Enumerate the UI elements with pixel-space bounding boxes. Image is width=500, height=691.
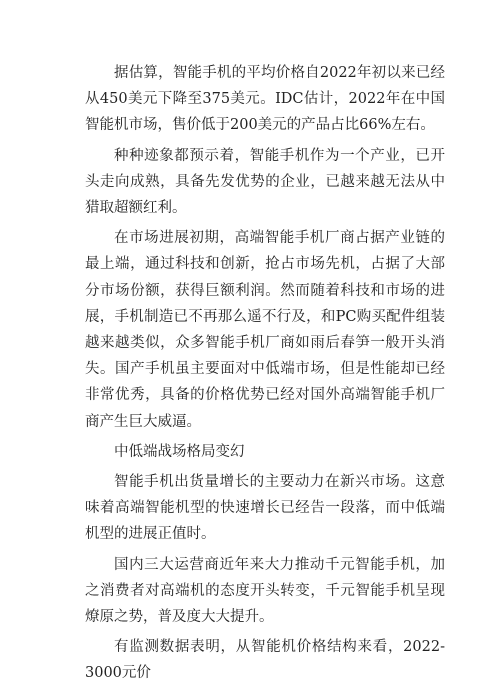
paragraph-market-development: 在市场进展初期，高端智能手机厂商占据产业链的最上端，通过科技和创新，抢占市场先机，占据了大部分市场份额，获得巨额利润。然而随着科技和市场的进展，手机制造已不再那么遥不行及，和PC购买配件组装越来越类似，众多智能手机厂商如雨后春笋一般开头消失。国产手机虽主要面对中低端市场，但是性能却已经非常优秀，具备的价格优势已经对国外高端智能手机厂商产生巨大威逼。 <box>85 230 445 430</box>
paragraph-price-estimate: 据估算，智能手机的平均价格自2022年初以来已经从450美元下降至375美元。IDC估计，2022年在中国智能机市场，售价低于200美元的产品占比66%左右。 <box>85 65 445 134</box>
paragraph-operators: 国内三大运营商近年来大力推动千元智能手机，加之消费者对高端机的态度开头转变，千元智能手机呈现燎原之势，普及度大大提升。 <box>85 556 445 626</box>
paragraph-emerging-markets: 智能手机出货量增长的主要动力在新兴市场。这意味着高端智能机型的快速增长已经告一段落，而中低端机型的进展正值时。 <box>85 474 445 543</box>
paragraph-industry-maturity: 种种迹象都预示着，智能手机作为一个产业，已开头走向成熟，具备先发优势的企业，已越来越无法从中猎取超额红利。 <box>85 147 445 217</box>
document-body <box>85 60 445 691</box>
paragraph-monitoring-data: 有监测数据表明，从智能机价格结构来看，2022-3000元价 <box>85 639 445 682</box>
section-heading: 中低端战场格局变幻 <box>114 443 245 460</box>
